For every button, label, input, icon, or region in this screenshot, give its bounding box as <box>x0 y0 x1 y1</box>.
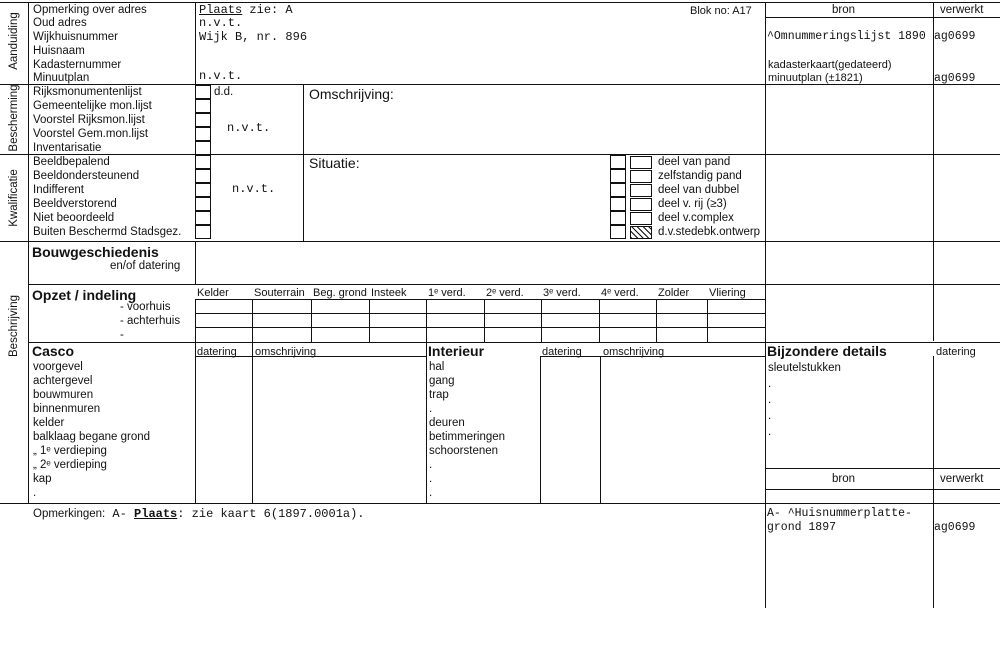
section-aanduiding: Aanduiding <box>8 12 20 70</box>
verwerkt-bottom: ag0699 <box>934 521 976 534</box>
interieur-omschrijving-line <box>600 356 601 503</box>
situatie-opt-0: deel van pand <box>658 156 731 168</box>
bron-huisnummerplattegrond-2: grond 1897 <box>767 521 837 534</box>
opmerkingen-rest: : zie kaart 6(1897.0001a). <box>177 507 365 521</box>
verwerkt-header-bottom: verwerkt <box>940 473 984 485</box>
opzet-col-line <box>599 299 600 342</box>
house-row-icon <box>630 198 652 211</box>
label-buiten-beschermd: Buiten Beschermd Stadsgez. <box>33 226 182 238</box>
section-bescherming: Bescherming <box>8 84 20 152</box>
opzet-col-line <box>369 299 370 342</box>
section-beschrijving: Beschrijving <box>8 295 20 357</box>
opmerkingen-row <box>33 508 365 521</box>
casco-datering-header: datering <box>197 346 237 358</box>
bijzondere-title: Bijzondere details <box>767 343 887 359</box>
opmerkingen-prefix: A- <box>105 507 135 521</box>
interieur-item: hal <box>429 361 445 373</box>
interieur-item: schoorstenen <box>429 445 499 457</box>
label-minuutplan: Minuutplan <box>33 72 90 84</box>
situatie-opt-4: deel v.complex <box>658 212 734 224</box>
label-huisnaam: Huisnaam <box>33 45 85 57</box>
casco-item: bouwmuren <box>33 389 94 401</box>
label-beeldondersteunend: Beeldondersteunend <box>33 170 140 182</box>
wijkhuisnummer-value: Wijk B, nr. 896 <box>199 30 308 44</box>
casco-item: kap <box>33 473 52 485</box>
opzet-row-empty: - <box>120 329 124 341</box>
interieur-item: betimmeringen <box>429 431 506 443</box>
situatie-opt-2: deel van dubbel <box>658 184 740 196</box>
section-label-column-line <box>28 2 29 503</box>
rule-after-bouwgeschiedenis <box>28 284 1000 285</box>
checkbox-buiten-beschermd[interactable] <box>195 225 211 239</box>
bijzondere-item: . <box>768 378 772 390</box>
label-inventarisatie: Inventarisatie <box>33 142 102 154</box>
bijzondere-datering-line <box>933 356 934 468</box>
oud-adres-value: n.v.t. <box>199 16 243 30</box>
interieur-omschrijving-header: omschrijving <box>603 346 665 358</box>
opmerkingen-plaats: Plaats <box>134 507 178 521</box>
interieur-datering-header: datering <box>542 346 582 358</box>
label-wijkhuisnummer: Wijkhuisnummer <box>33 31 118 43</box>
checkbox-rijksmon[interactable] <box>195 85 211 99</box>
checkbox-beeldondersteunend[interactable] <box>195 169 211 183</box>
situatie-opt-5: d.v.stedebk.ontwerp <box>658 226 761 238</box>
zie-a: zie: A <box>242 3 293 17</box>
rule-bron-bottom-top <box>765 468 1000 469</box>
label-kadasternummer: Kadasternummer <box>33 59 122 71</box>
opzet-col-header: 4ᵉ verd. <box>601 287 639 299</box>
section-kwalificatie: Kwalificatie <box>8 169 20 227</box>
interieur-item: . <box>429 403 433 415</box>
opmerkingen-label: Opmerkingen: <box>33 508 106 520</box>
house-part-icon <box>630 156 652 169</box>
casco-header-rule <box>195 356 426 357</box>
aanduiding-value-line <box>195 2 196 84</box>
checkbox-deel-v-rij[interactable] <box>610 197 626 211</box>
checkbox-voorstel-rijks[interactable] <box>195 113 211 127</box>
casco-omschrijving-line <box>252 342 253 503</box>
casco-item: balklaag begane grond <box>33 431 151 443</box>
rule-after-kwalificatie <box>0 241 1000 242</box>
label-voorstel-rijksmon: Voorstel Rijksmon.lijst <box>33 114 145 126</box>
bouwgeschiedenis-title: Bouwgeschiedenis <box>32 244 159 260</box>
achterhuis-label: achterhuis <box>127 315 181 327</box>
bijzondere-item: sleutelstukken <box>768 362 841 374</box>
checkbox-zelfstandig-pand[interactable] <box>610 169 626 183</box>
opzet-col-line <box>707 299 708 342</box>
bescherming-value: n.v.t. <box>227 121 271 135</box>
bouw-line <box>195 241 196 284</box>
bron-minuutplan: minuutplan (±1821) <box>768 72 863 84</box>
label-indifferent: Indifferent <box>33 184 84 196</box>
bron-header: bron <box>832 4 856 16</box>
label-oud-adres: Oud adres <box>33 17 87 29</box>
opzet-line-1 <box>195 299 765 300</box>
urban-design-icon <box>630 226 652 239</box>
checkbox-deel-van-pand[interactable] <box>610 155 626 169</box>
opzet-row-achterhuis: - achterhuis <box>120 315 181 327</box>
opzet-col-header: Insteek <box>371 287 407 299</box>
opzet-col-header: Zolder <box>658 287 690 299</box>
house-standalone-icon <box>630 170 652 183</box>
checkbox-indifferent[interactable] <box>195 183 211 197</box>
opzet-title: Opzet / indeling <box>32 287 137 303</box>
checkbox-niet-beoordeeld[interactable] <box>195 211 211 225</box>
label-rijksmonumentenlijst: Rijksmonumentenlijst <box>33 86 142 98</box>
datering-subtitle: en/of datering <box>110 260 181 272</box>
omschrijving-label: Omschrijving: <box>309 86 394 102</box>
casco-item: „ 1ᵉ verdieping <box>33 445 107 457</box>
casco-datering-line <box>195 342 196 503</box>
checkbox-voorstel-gem[interactable] <box>195 127 211 141</box>
situatie-label: Situatie: <box>309 155 360 171</box>
label-voorstel-gem: Voorstel Gem.mon.lijst <box>33 128 149 140</box>
bron-left-line <box>765 2 766 608</box>
situatie-opt-1: zelfstandig pand <box>658 170 742 182</box>
opzet-col-line <box>484 299 485 342</box>
checkbox-deel-van-dubbel[interactable] <box>610 183 626 197</box>
bron-huisnummerplattegrond-1: A- ^Huisnummerplatte- <box>767 507 912 520</box>
opzet-col-header: Kelder <box>197 287 229 299</box>
bijzondere-item: . <box>768 394 772 406</box>
opzet-row-voorhuis: - voorhuis <box>120 301 171 313</box>
label-beeldverstorend: Beeldverstorend <box>33 198 117 210</box>
minuutplan-value: n.v.t. <box>199 69 243 83</box>
verwerkt-line-top <box>933 2 934 341</box>
checkbox-deel-v-complex[interactable] <box>610 211 626 225</box>
interieur-item: gang <box>429 375 455 387</box>
bron-header-bottom: bron <box>832 473 856 485</box>
opzet-col-line <box>311 299 312 342</box>
label-opmerking-adres: Opmerking over adres <box>33 4 147 16</box>
dd-label: d.d. <box>214 86 234 98</box>
checkbox-beeldverstorend[interactable] <box>195 197 211 211</box>
label-gemeentelijke-mon: Gemeentelijke mon.lijst <box>33 100 152 112</box>
opzet-col-line <box>656 299 657 342</box>
checkbox-gemeente[interactable] <box>195 99 211 113</box>
interieur-item: deuren <box>429 417 465 429</box>
rule-bron-header <box>765 17 1000 18</box>
verwerkt-3: ag0699 <box>934 72 976 85</box>
interieur-item: trap <box>429 389 449 401</box>
bijzondere-datering-header: datering <box>936 346 976 358</box>
opzet-line-2 <box>195 313 765 314</box>
casco-title: Casco <box>32 343 75 359</box>
label-beeldbepalend: Beeldbepalend <box>33 156 110 168</box>
casco-item: . <box>33 487 37 499</box>
house-double-icon <box>630 184 652 197</box>
top-rule <box>0 2 1000 3</box>
casco-item: „ 2ᵉ verdieping <box>33 459 107 471</box>
verwerkt-line-bottom <box>933 468 934 608</box>
bron-omnummeringslijst: ^Omnummeringslijst 1890 <box>767 30 926 43</box>
casco-item: binnenmuren <box>33 403 101 415</box>
opzet-col-header: 1ᵉ verd. <box>428 287 466 299</box>
omschrijving-left-line <box>303 84 304 241</box>
label-niet-beoordeeld: Niet beoordeeld <box>33 212 115 224</box>
kwalificatie-value: n.v.t. <box>232 182 276 196</box>
voorhuis-label: voorhuis <box>127 301 171 313</box>
opzet-col-header: 3ᵉ verd. <box>543 287 581 299</box>
checkbox-beeldbepalend[interactable] <box>195 155 211 169</box>
opzet-col-header: 2ᵉ verd. <box>486 287 524 299</box>
opzet-col-line <box>426 299 427 342</box>
interieur-title: Interieur <box>428 343 485 359</box>
rule-bron-bottom-header <box>765 489 1000 490</box>
interieur-item: . <box>429 473 433 485</box>
opzet-col-line <box>252 299 253 342</box>
opzet-col-header: Vliering <box>709 287 746 299</box>
opzet-col-line <box>541 299 542 342</box>
bron-kadasterkaart: kadasterkaart(gedateerd) <box>768 59 892 71</box>
verwerkt-header: verwerkt <box>940 4 984 16</box>
opzet-col-header: Souterrain <box>254 287 305 299</box>
rule-after-bescherming <box>0 154 1000 155</box>
opzet-col-header: Beg. grond <box>313 287 367 299</box>
house-complex-icon <box>630 212 652 225</box>
casco-item: achtergevel <box>33 375 93 387</box>
opzet-col-line <box>195 299 196 342</box>
opzet-line-3 <box>195 327 765 328</box>
bijzondere-item: . <box>768 410 772 422</box>
interieur-header-rule <box>540 356 765 357</box>
bijzondere-item: . <box>768 426 772 438</box>
interieur-left-line <box>426 342 427 503</box>
casco-item: kelder <box>33 417 65 429</box>
rule-after-casco <box>0 503 1000 504</box>
checkbox-stedebk-ontwerp[interactable] <box>610 225 626 239</box>
situatie-opt-3: deel v. rij (≥3) <box>658 198 727 210</box>
interieur-item: . <box>429 459 433 471</box>
interieur-item: . <box>429 487 433 499</box>
verwerkt-1: ag0699 <box>934 30 976 43</box>
plaats-underlined: Plaats <box>199 3 243 17</box>
casco-item: voorgevel <box>33 361 83 373</box>
casco-omschrijving-header: omschrijving <box>255 346 317 358</box>
checkbox-inventarisatie[interactable] <box>195 141 211 155</box>
blok-no: Blok no: A17 <box>690 5 752 17</box>
interieur-datering-line <box>540 356 541 503</box>
